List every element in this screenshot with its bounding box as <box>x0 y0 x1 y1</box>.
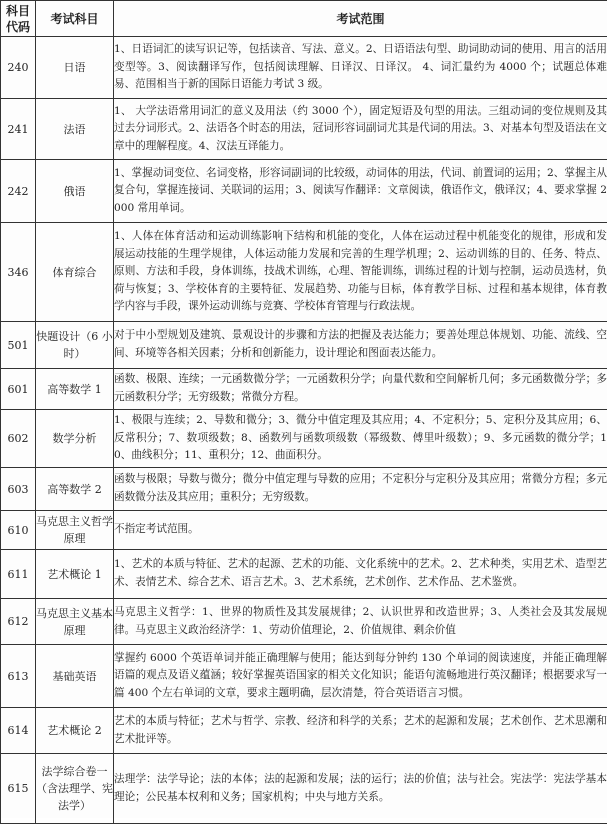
row-scope: 对于中小型规划及建筑、景观设计的步骤和方法的把握及表达能力；要善处理总体规划、功能、流线、空间、环境等各相关因素；分析和创新能力，设计理论和图面表达能力。 <box>114 322 607 369</box>
table-row <box>1 160 607 223</box>
row-subject: 体育综合 <box>36 223 114 322</box>
header-code: 科目代码 <box>1 1 36 37</box>
row-code: 346 <box>1 223 36 322</box>
row-scope: 掌握约 6000 个英语单词并能正确理解与使用；能达到每分钟约 130 个单词的阅读速度，并能正确理解语篇的观点及语义蕴涵；较好掌握英语国家的相关文化知识；能语句流畅地进行英汉翻译；根据要求写一篇 400 个左右单词的文章，要求主题明确，层次清楚，符合英语语言习惯。 <box>114 645 607 708</box>
table-row <box>1 599 607 645</box>
row-subject: 艺术概论 1 <box>36 550 114 599</box>
table-row <box>1 410 607 468</box>
header-subject: 考试科目 <box>36 1 114 37</box>
row-scope: 1、日语词汇的读写识记等，包括读音、写法、意义。2、日语语法句型、助词助动词的使用、用言的活用变型等。3、阅读翻译写作，包括阅读理解、日译汉、日译汉。 4、词汇量约为 4000 个；试题总体难易、范围相当于新的国际日语能力考试 3 级。 <box>114 37 607 99</box>
table-row <box>1 645 607 708</box>
table-row <box>1 37 607 99</box>
row-scope: 1、人体在体育活动和运动训练影响下结构和机能的变化，人体在运动过程中机能变化的规律，形成和发展运动技能的生理学规律，人体运动能力发展和完善的生理学机理；2、运动训练的目的、任务、特点、原则、方法和手段，身体训练，技战术训练，心理、智能训练，训练过程的计划与控制，运动员选材，负荷与恢复；3、学校体育的主要特征、发展趋势、功能与目标，体育教学目标、过程和基本规律，体育教学内容与手段，课外运动训练与竞赛、学校体育管理与行政法规。 <box>114 223 607 322</box>
row-code: 613 <box>1 645 36 708</box>
table-row <box>1 708 607 754</box>
table-header-row <box>1 1 607 37</box>
row-code: 601 <box>1 369 36 410</box>
row-code: 615 <box>1 754 36 824</box>
row-code: 614 <box>1 708 36 754</box>
row-scope: 法理学：法学导论；法的本体；法的起源和发展；法的运行；法的价值；法与社会。宪法学：宪法学基本理论；公民基本权利和义务；国家机构；中央与地方关系。 <box>114 754 607 824</box>
table-row <box>1 754 607 824</box>
row-code: 501 <box>1 322 36 369</box>
table-row <box>1 550 607 599</box>
row-code: 612 <box>1 599 36 645</box>
row-code: 611 <box>1 550 36 599</box>
row-code: 242 <box>1 160 36 223</box>
table-row <box>1 511 607 550</box>
row-subject: 数学分析 <box>36 410 114 468</box>
row-subject: 俄语 <box>36 160 114 223</box>
row-code: 603 <box>1 468 36 511</box>
row-scope: 不指定考试范围。 <box>114 511 607 550</box>
row-subject: 法学综合卷一（含法理学、宪法学） <box>36 754 114 824</box>
table-row <box>1 369 607 410</box>
row-subject: 法语 <box>36 99 114 160</box>
row-subject: 高等数学 2 <box>36 468 114 511</box>
row-scope: 1、艺术的本质与特征、艺术的起源、艺术的功能、文化系统中的艺术。2、艺术种类，实用艺术、造型艺术、表情艺术、综合艺术、语言艺术。3、艺术系统，艺术创作、艺术作品、艺术鉴赏。 <box>114 550 607 599</box>
row-subject: 日语 <box>36 37 114 99</box>
row-code: 602 <box>1 410 36 468</box>
row-subject: 马克思主义基本原理 <box>36 599 114 645</box>
row-code: 241 <box>1 99 36 160</box>
table-row <box>1 468 607 511</box>
row-scope: 1、掌握动词变位、名词变格，形容词副词的比较级，动词体的用法，代词、前置词的运用；2、掌握主从复合句，掌握连接词、关联词的运用；3、阅读写作翻译：文章阅读，俄语作文，俄译汉；4、要求掌握 2000 常用单词。 <box>114 160 607 223</box>
table-row <box>1 223 607 322</box>
row-subject: 快题设计（6 小时） <box>36 322 114 369</box>
row-scope: 1、 大学法语常用词汇的意义及用法（约 3000 个），固定短语及句型的用法。三组动词的变位规则及其过去分词形式。2、法语各个时态的用法，冠词形容词副词尤其是代词的用法。3、对基本句型及语法在文章中的理解程度。4、汉法互译能力。 <box>114 99 607 160</box>
row-subject: 高等数学 1 <box>36 369 114 410</box>
row-scope: 1、极限与连续；2、导数和微分；3、微分中值定理及其应用；4、不定积分；5、定积分及其应用；6、反常积分；7、数项级数；8、函数列与函数项级数（幂级数、傅里叶级数）；9、多元函数的微分学；10、曲线积分；11、重积分；12、曲面积分。 <box>114 410 607 468</box>
row-code: 240 <box>1 37 36 99</box>
row-subject: 艺术概论 2 <box>36 708 114 754</box>
header-scope: 考试范围 <box>114 1 607 37</box>
row-scope: 艺术的本质与特征；艺术与哲学、宗教、经济和科学的关系；艺术的起源和发展；艺术创作、艺术思潮和艺术批评等。 <box>114 708 607 754</box>
table-row <box>1 322 607 369</box>
row-subject: 马克思主义哲学原理 <box>36 511 114 550</box>
row-scope: 函数与极限；导数与微分；微分中值定理与导数的应用；不定积分与定积分及其应用；常微分方程；多元函数微分法及其应用；重积分；无穷级数。 <box>114 468 607 511</box>
row-scope: 函数、极限、连续；一元函数微分学；一元函数积分学；向量代数和空间解析几何；多元函数微分学；多元函数积分学；无穷级数；常微分方程。 <box>114 369 607 410</box>
table-row <box>1 99 607 160</box>
row-code: 610 <box>1 511 36 550</box>
row-scope: 马克思主义哲学：1、世界的物质性及其发展规律；2、认识世界和改造世界；3、人类社会及其发展规律。马克思主义政治经济学：1、劳动价值理论，2、价值规律、剩余价值 <box>114 599 607 645</box>
row-subject: 基础英语 <box>36 645 114 708</box>
